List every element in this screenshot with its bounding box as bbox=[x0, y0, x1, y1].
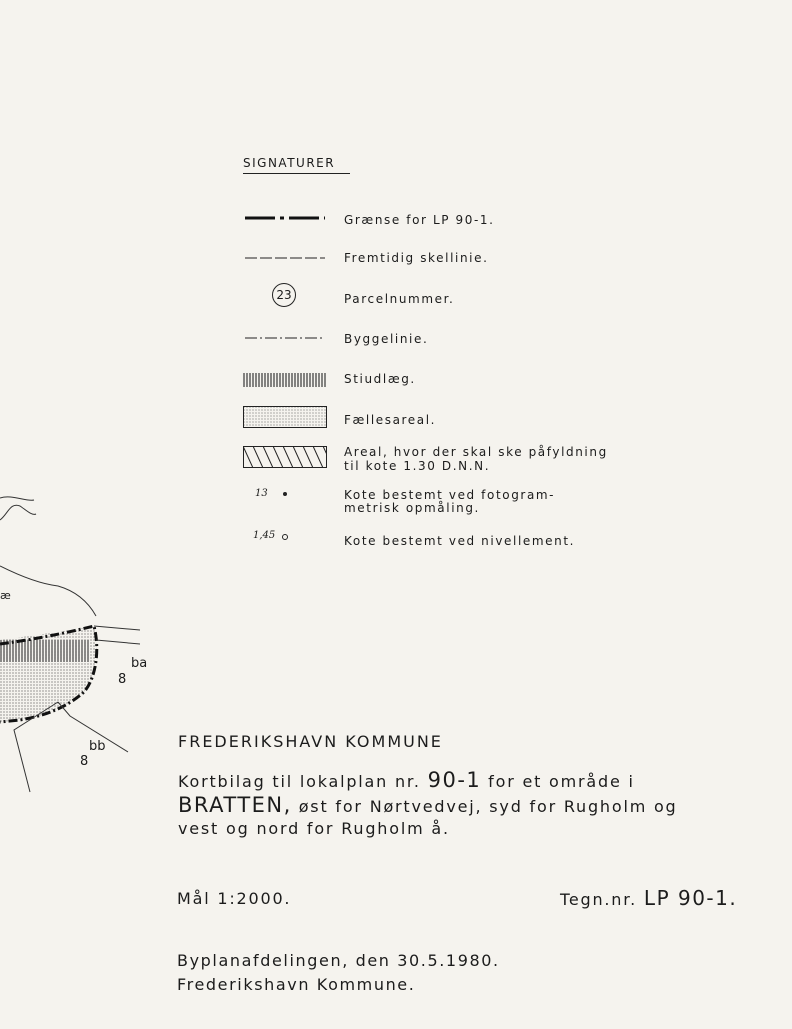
levelling-value: 1,45 bbox=[253, 530, 276, 541]
boundary-line-symbol bbox=[243, 213, 327, 223]
municipality-footer: Frederikshavn Kommune. bbox=[177, 975, 416, 994]
legend-label-parcel: Parcelnummer. bbox=[344, 292, 455, 306]
drawing-number bbox=[560, 886, 737, 910]
legend-label-dash-dot: Byggelinie. bbox=[344, 332, 429, 346]
shore-line bbox=[0, 566, 96, 616]
department-date: Byplanafdelingen, den 30.5.1980. bbox=[177, 951, 500, 970]
authority-heading: FREDERIKSHAVN KOMMUNE bbox=[178, 732, 443, 751]
parcel-number-symbol bbox=[272, 283, 296, 307]
dotted-fill-symbol bbox=[243, 406, 327, 428]
title-line-2-rest: øst for Nørtvedvej, syd for Rugholm og bbox=[298, 797, 678, 816]
legend-label-dashed: Fremtidig skellinie. bbox=[344, 251, 489, 265]
legend-title: SIGNATURER bbox=[243, 156, 350, 174]
area-name: BRATTEN, bbox=[178, 793, 292, 817]
filled-dot-symbol bbox=[283, 492, 287, 496]
map-label-ae: æ bbox=[0, 589, 11, 602]
legend-label-vertical-hatch: Stiudlæg. bbox=[344, 372, 416, 386]
legend-label-diagonal-hatch-2: til kote 1.30 D.N.N. bbox=[344, 459, 491, 473]
legend-label-boundary: Grænse for LP 90-1. bbox=[344, 213, 495, 227]
dash-dot-line-symbol bbox=[243, 333, 327, 343]
drawing-number-value: LP 90-1. bbox=[643, 886, 738, 910]
map-label-ba: ba bbox=[131, 656, 148, 671]
title-line-3: vest og nord for Rugholm å. bbox=[178, 819, 450, 838]
map-label-bb: bb bbox=[89, 739, 106, 754]
legend-label-photogrammetric-2: metrisk opmåling. bbox=[344, 501, 480, 515]
map-label-8-a: 8 bbox=[118, 672, 127, 687]
legend-label-dotted-fill: Fællesareal. bbox=[344, 413, 437, 427]
drawing-number-pre: Tegn.nr. bbox=[560, 890, 638, 909]
title-line-1-post: for et område i bbox=[488, 772, 635, 791]
open-circle-symbol bbox=[282, 534, 288, 540]
dashed-line-symbol bbox=[243, 253, 327, 263]
legend-label-levelling: Kote bestemt ved nivellement. bbox=[344, 534, 576, 548]
legend-label-diagonal-hatch: Areal, hvor der skal ske påfyldning bbox=[344, 445, 608, 459]
map-label-8-b: 8 bbox=[80, 754, 89, 769]
title-line-1 bbox=[178, 768, 635, 792]
diagonal-hatch-symbol bbox=[243, 446, 327, 468]
vertical-hatch-symbol bbox=[243, 373, 327, 387]
photogrammetric-level-value: 13 bbox=[255, 488, 268, 499]
plan-number: 90-1 bbox=[427, 768, 482, 792]
scale-text: Mål 1:2000. bbox=[177, 889, 292, 908]
legend-label-photogrammetric: Kote bestemt ved fotogram- bbox=[344, 488, 556, 502]
parcel-number-value: 23 bbox=[276, 288, 292, 302]
coast-line bbox=[0, 497, 36, 520]
title-line-1-pre: Kortbilag til lokalplan nr. bbox=[178, 772, 421, 791]
title-line-2 bbox=[178, 793, 678, 817]
